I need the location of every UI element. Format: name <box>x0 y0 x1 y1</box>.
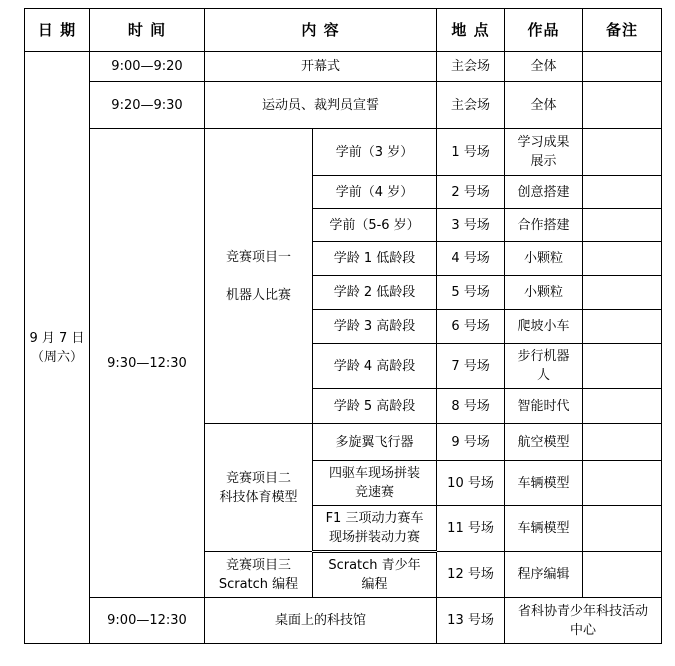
note-cell <box>583 506 662 552</box>
note-cell <box>583 209 662 242</box>
note-cell <box>583 52 662 82</box>
place-cell: 10 号场 <box>437 461 505 506</box>
place-cell: 主会场 <box>437 52 505 82</box>
table-row <box>25 129 662 176</box>
group-cell: 学龄 5 高龄段 <box>313 389 437 424</box>
work-cell: 合作搭建 <box>505 209 583 242</box>
header-work: 作品 <box>505 9 583 52</box>
place-cell: 3 号场 <box>437 209 505 242</box>
header-content: 内 容 <box>205 9 437 52</box>
work-cell: 车辆模型 <box>505 461 583 506</box>
note-cell <box>583 461 662 506</box>
date-cell: 9 月 7 日 （周六） <box>25 52 90 644</box>
content-cell: 运动员、裁判员宣誓 <box>205 82 437 129</box>
header-note: 备注 <box>583 9 662 52</box>
work-cell: 程序编辑 <box>505 552 583 598</box>
work-cell: 省科协青少年科技活动 中心 <box>505 598 662 644</box>
place-cell: 7 号场 <box>437 344 505 389</box>
group-cell: F1 三项动力赛车 现场拼装动力赛 <box>313 506 437 552</box>
group-cell: 学龄 3 高龄段 <box>313 310 437 344</box>
note-cell <box>583 389 662 424</box>
group-cell: 学龄 1 低龄段 <box>313 242 437 276</box>
group-cell: 学前（5-6 岁） <box>313 209 437 242</box>
place-cell: 12 号场 <box>437 552 505 598</box>
work-cell: 小颗粒 <box>505 242 583 276</box>
work-cell: 智能时代 <box>505 389 583 424</box>
project-cell: 竞赛项目二 科技体育模型 <box>205 424 313 552</box>
note-cell <box>583 242 662 276</box>
note-cell <box>583 276 662 310</box>
place-cell: 5 号场 <box>437 276 505 310</box>
place-cell: 6 号场 <box>437 310 505 344</box>
place-cell: 主会场 <box>437 82 505 129</box>
place-cell: 4 号场 <box>437 242 505 276</box>
schedule-table <box>24 8 662 644</box>
group-cell: Scratch 青少年 编程 <box>313 552 437 598</box>
time-cell: 9:00—12:30 <box>90 598 205 644</box>
group-cell: 学前（4 岁） <box>313 176 437 209</box>
place-cell: 9 号场 <box>437 424 505 461</box>
work-cell: 航空模型 <box>505 424 583 461</box>
header-date: 日 期 <box>25 9 90 52</box>
group-cell: 四驱车现场拼装 竞速赛 <box>313 461 437 506</box>
header-place: 地 点 <box>437 9 505 52</box>
group-cell: 学龄 2 低龄段 <box>313 276 437 310</box>
content-cell: 开幕式 <box>205 52 437 82</box>
place-cell: 1 号场 <box>437 129 505 176</box>
header-time: 时 间 <box>90 9 205 52</box>
table-row <box>25 598 662 644</box>
work-cell: 小颗粒 <box>505 276 583 310</box>
note-cell <box>583 552 662 598</box>
place-cell: 2 号场 <box>437 176 505 209</box>
project-cell: 竞赛项目一 机器人比赛 <box>205 129 313 424</box>
work-cell: 车辆模型 <box>505 506 583 552</box>
place-cell: 13 号场 <box>437 598 505 644</box>
work-cell: 全体 <box>505 82 583 129</box>
group-cell: 学龄 4 高龄段 <box>313 344 437 389</box>
work-cell: 步行机器 人 <box>505 344 583 389</box>
table-row <box>25 52 662 82</box>
note-cell <box>583 176 662 209</box>
note-cell <box>583 310 662 344</box>
group-cell: 学前（3 岁） <box>313 129 437 176</box>
work-cell: 学习成果 展示 <box>505 129 583 176</box>
table-row <box>25 82 662 129</box>
work-cell: 创意搭建 <box>505 176 583 209</box>
time-cell: 9:30—12:30 <box>90 129 205 598</box>
note-cell <box>583 129 662 176</box>
work-cell: 全体 <box>505 52 583 82</box>
time-cell: 9:00—9:20 <box>90 52 205 82</box>
note-cell <box>583 82 662 129</box>
place-cell: 11 号场 <box>437 506 505 552</box>
place-cell: 8 号场 <box>437 389 505 424</box>
content-cell: 桌面上的科技馆 <box>205 598 437 644</box>
time-cell: 9:20—9:30 <box>90 82 205 129</box>
work-cell: 爬坡小车 <box>505 310 583 344</box>
note-cell <box>583 424 662 461</box>
group-cell: 多旋翼飞行器 <box>313 424 437 461</box>
project-cell: 竞赛项目三 Scratch 编程 <box>205 552 313 598</box>
header-row <box>25 9 662 52</box>
note-cell <box>583 344 662 389</box>
